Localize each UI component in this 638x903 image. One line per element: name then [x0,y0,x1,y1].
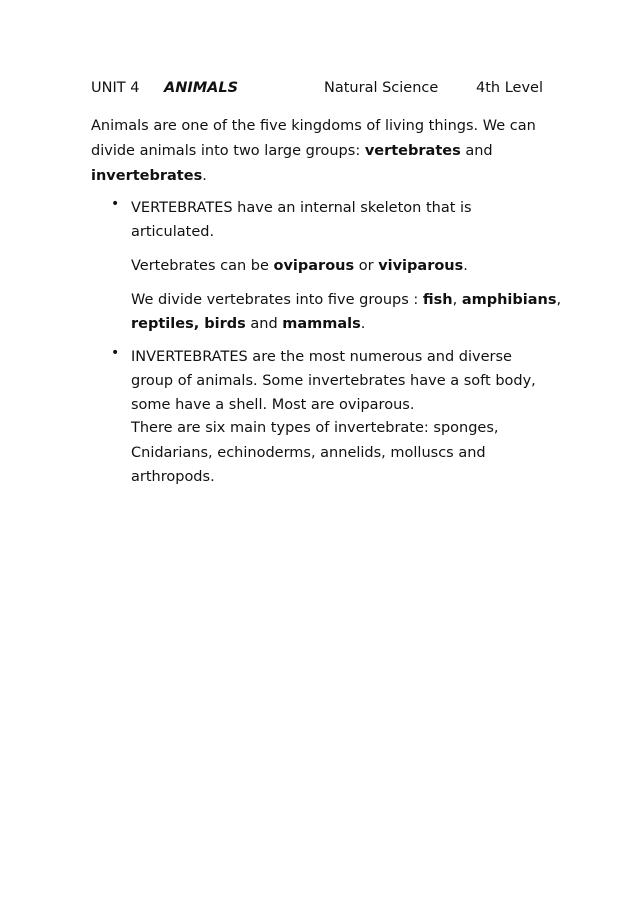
term-amphibians: amphibians [461,292,557,308]
invertebrate-types-line-2: Cnidarians, echinoderms, annelids, molluscs and arthropods. [131,445,486,485]
text-segment: or [354,258,379,274]
text-segment: Vertebrates can be [131,258,274,274]
subject-label: Natural Science [324,80,439,96]
intro-term-invertebrates: invertebrates [91,168,203,184]
term-mammals: mammals [282,316,361,332]
intro-text: Animals are one of the five kingdoms of living things. We can divide animals into two large groups: [91,118,536,159]
document-header [91,80,551,100]
term-oviparous: oviparous [273,258,355,274]
intro-paragraph [91,114,561,189]
unit-label: UNIT 4 [91,80,140,96]
term-fish: fish [422,292,453,308]
text-segment: We divide vertebrates into five groups : [131,292,423,308]
level-label: 4th Level [476,80,543,96]
bullet-icon: • [111,345,120,361]
intro-text: and [460,143,493,159]
term-viviparous: viviparous [378,258,464,274]
text-segment: , [556,292,562,308]
text-segment: and [245,316,283,332]
vertebrates-groups [131,288,571,336]
invertebrates-definition: INVERTEBRATES are the most numerous and diverse group of animals. Some invertebrates have a soft body, some have a shell. Most are oviparous. [131,349,536,413]
intro-text: . [202,168,207,184]
vertebrates-definition: VERTEBRATES have an internal skeleton that is articulated. [131,200,472,240]
text-segment: . [463,258,468,274]
invertebrate-types-line-1: There are six main types of invertebrate: sponges, [131,420,499,436]
vertebrates-reproduction [131,254,571,278]
unit-title: ANIMALS [164,80,239,96]
intro-term-vertebrates: vertebrates [364,143,461,159]
text-segment: . [360,316,366,332]
bullet-icon: • [111,196,120,212]
text-segment: , [452,292,462,308]
term-reptiles-birds: reptiles, birds [131,316,246,332]
